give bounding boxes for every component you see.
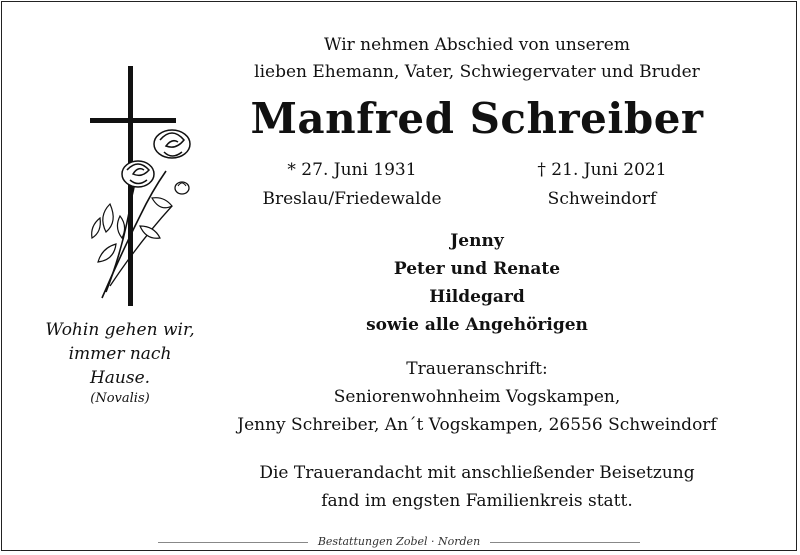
death-date: † 21. Juni 2021 [537, 160, 667, 180]
quote [20, 318, 220, 408]
address-line: Seniorenwohnheim Vogskampen, [333, 387, 621, 407]
deceased-name: Manfred Schreiber [250, 94, 704, 143]
mourner-line: sowie alle Angehörigen [366, 315, 588, 335]
intro-line: lieben Ehemann, Vater, Schwiegervater und Bruder [254, 62, 700, 82]
quote-source: (Novalis) [90, 391, 150, 406]
service-line: Die Trauerandacht mit anschließender Beisetzung [259, 463, 695, 483]
service-line: fand im engsten Familienkreis statt. [321, 491, 633, 511]
intro-line: Wir nehmen Abschied von unserem [324, 35, 630, 55]
birth-date: * 27. Juni 1931 [287, 160, 417, 180]
mourning-address [232, 355, 722, 439]
mourner-line: Hildegard [429, 287, 525, 307]
mourner-line: Peter und Renate [393, 259, 561, 279]
footer-rule [490, 542, 640, 543]
birth-place: Breslau/Friedewalde [262, 189, 442, 209]
address-line: Jenny Schreiber, An´t Vogskampen, 26556 Schweindorf [237, 415, 717, 435]
death-info [502, 156, 702, 214]
quote-line: immer nach [68, 344, 172, 364]
birth-info [252, 156, 452, 214]
quote-line: Hause. [89, 368, 151, 388]
footer-rule [158, 542, 308, 543]
life-dates [232, 156, 722, 214]
footer [2, 535, 796, 548]
mourner-line: Jenny [450, 231, 504, 251]
cross-with-roses-icon [80, 66, 200, 311]
mourners [232, 227, 722, 339]
intro-text [232, 32, 722, 86]
obituary-notice [1, 1, 797, 551]
service-note [232, 459, 722, 515]
quote-line: Wohin gehen wir, [45, 320, 195, 340]
main-column [232, 32, 722, 515]
address-line: Traueranschrift: [406, 359, 548, 379]
funeral-home-label: Bestattungen Zobel · Norden [317, 535, 481, 548]
death-place: Schweindorf [547, 189, 657, 209]
